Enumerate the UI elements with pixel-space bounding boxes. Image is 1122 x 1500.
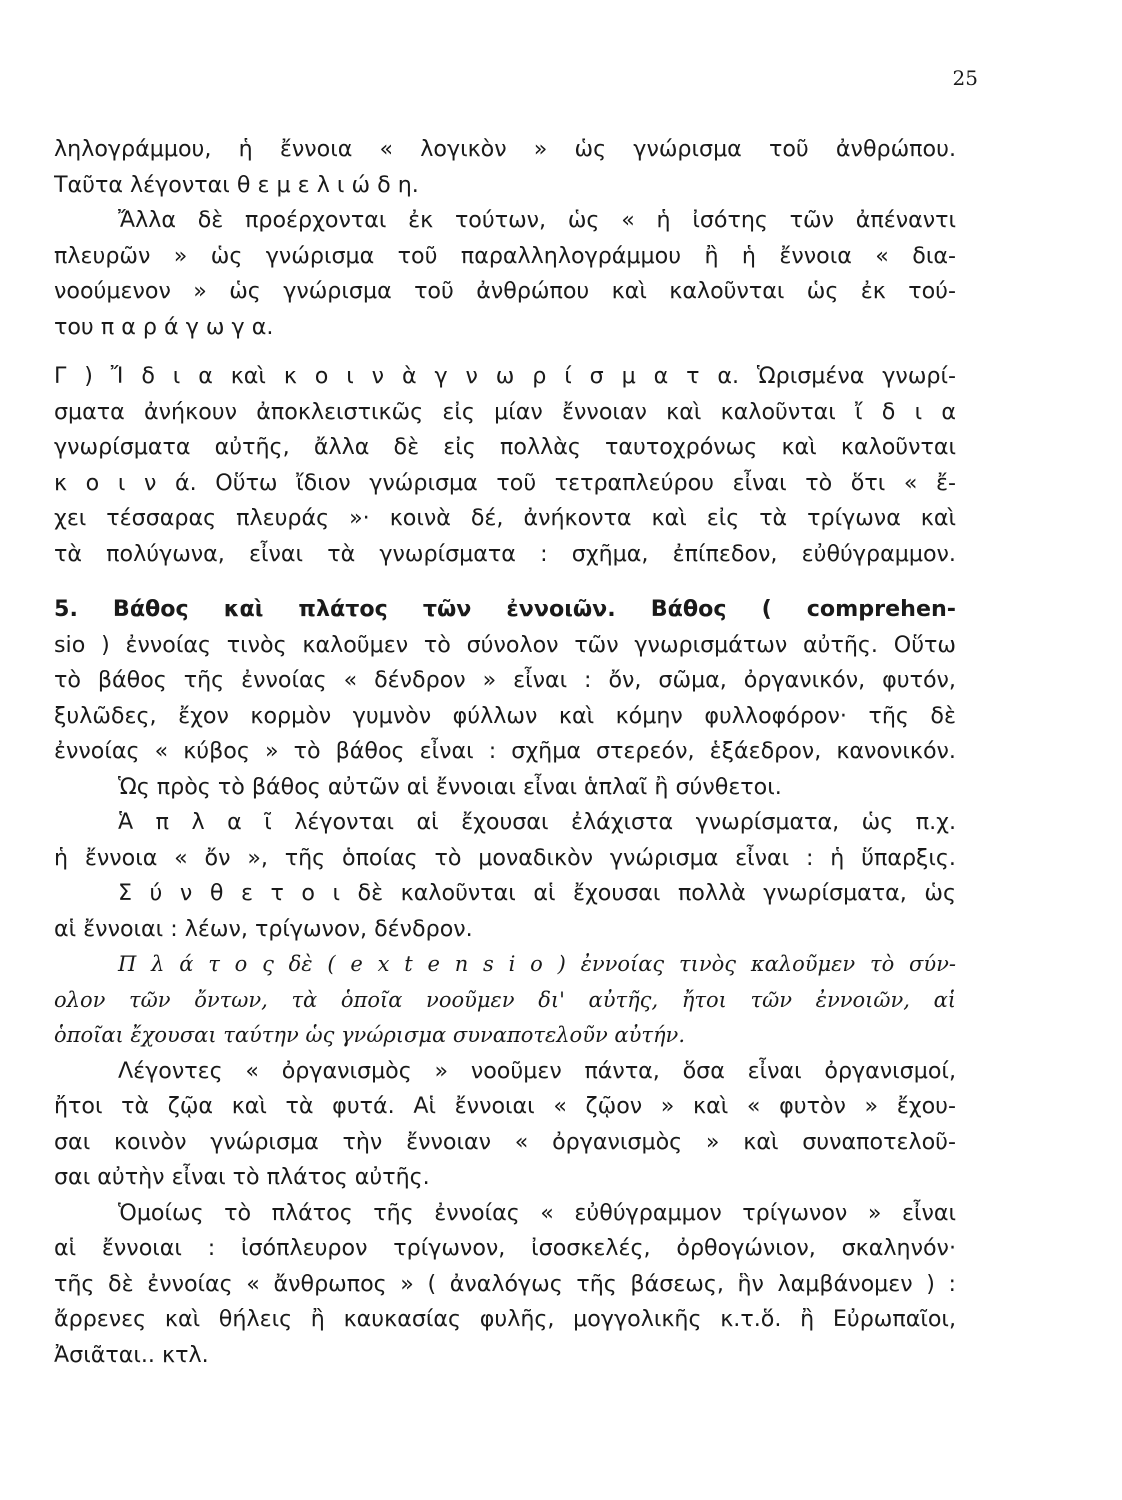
text-line: ἤτοι τὰ ζῷα καὶ τὰ φυτά. Αἱ ἔννοιαι « ζῷον » καὶ « φυτὸν » ἔχου- (54, 1093, 956, 1119)
text-line: ἄρρενες καὶ θήλεις ἢ καυκασίας φυλῆς, μογγολικῆς κ.τ.ὅ. ἢ Εὐρωπαῖοι, (54, 1306, 956, 1332)
text-line: ἐννοίας « κύβος » τὸ βάθος εἶναι : σχῆμα στερεόν, ἑξάεδρον, κανονικόν. (54, 738, 956, 764)
text-line: Ταῦτα λέγονται θ ε μ ε λ ι ώ δ η. (54, 171, 419, 198)
text-line: Ἀσιᾶται.. κτλ. (54, 1341, 209, 1368)
text-line: τὸ βάθος τῆς ἐννοίας « δένδρον » εἶναι : ὄν, σῶμα, ὀργανικόν, φυτόν, (54, 667, 956, 693)
text-line: ληλογράμμου, ἡ ἔννοια « λογικὸν » ὡς γνώρισμα τοῦ ἀνθρώπου. (54, 136, 956, 162)
text-line: του π α ρ ά γ ω γ α. (54, 313, 274, 340)
text-line: Σ ύ ν θ ε τ ο ι δὲ καλοῦνται αἱ ἔχουσαι πολλὰ γνωρίσματα, ὡς (118, 880, 956, 906)
text-line: sio ) ἐννοίας τινὸς καλοῦμεν τὸ σύνολον τῶν γνωρισμάτων αὐτῆς. Οὕτω (54, 631, 956, 658)
text-line: Ἁ π λ α ῖ λέγονται αἱ ἔχουσαι ἐλάχιστα γνωρίσματα, ὡς π.χ. (118, 809, 956, 835)
text-line: σαι αὐτὴν εἶναι τὸ πλάτος αὐτῆς. (54, 1164, 430, 1190)
text-line: Π λ ά τ ο ς δὲ ( e x t e n s i o ) ἐννοίας τινὸς καλοῦμεν τὸ σύν- (118, 952, 956, 976)
text-line: ἡ ἔννοια « ὄν », τῆς ὁποίας τὸ μοναδικὸν γνώρισμα εἶναι : ἡ ὕπαρξις. (54, 844, 956, 871)
text-line: ξυλῶδες, ἔχον κορμὸν γυμνὸν φύλλων καὶ κόμην φυλλοφόρον· τῆς δὲ (54, 702, 956, 729)
text-line: τῆς δὲ ἐννοίας « ἄνθρωπος » ( ἀναλόγως τῆς βάσεως, ἣν λαμβάνομεν ) : (54, 1270, 956, 1297)
text-line: Ὁμοίως τὸ πλάτος τῆς ἐννοίας « εὐθύγραμμον τρίγωνον » εἶναι (118, 1199, 956, 1226)
text-line: αἱ ἔννοιαι : λέων, τρίγωνον, δένδρον. (54, 915, 473, 942)
text-line: αἱ ἔννοιαι : ἰσόπλευρον τρίγωνον, ἰσοσκελές, ὀρθογώνιον, σκαληνόν· (54, 1235, 956, 1261)
text-line: νοούμενον » ὡς γνώρισμα τοῦ ἀνθρώπου καὶ καλοῦνται ὡς ἐκ τού- (54, 278, 956, 304)
text-line: σματα ἀνήκουν ἀποκλειστικῶς εἰς μίαν ἔννοιαν καὶ καλοῦνται ἴ δ ι α (54, 398, 956, 425)
subsection-heading-line: Γ ) Ἴ δ ι α καὶ κ ο ι ν ὰ γ ν ω ρ ί σ μ α τ α. Ὡρισμένα γνωρί- (54, 363, 956, 389)
section-heading-line: 5. Βάθος καὶ πλάτος τῶν ἐννοιῶν. Βάθος ( comprehen- (54, 596, 956, 622)
text-line: γνωρίσματα αὐτῆς, ἄλλα δὲ εἰς πολλὰς ταυτοχρόνως καὶ καλοῦνται (54, 434, 956, 460)
text-line: τὰ πολύγωνα, εἶναι τὰ γνωρίσματα : σχῆμα, ἐπίπεδον, εὐθύγραμμον. (54, 540, 956, 567)
text-line: χει τέσσαρας πλευράς »· κοινὰ δέ, ἀνήκοντα καὶ εἰς τὰ τρίγωνα καὶ (54, 505, 956, 531)
page-number: 25 (952, 66, 978, 90)
text-line: ολον τῶν ὄντων, τὰ ὁποῖα νοοῦμεν δι' αὐτῆς, ἤτοι τῶν ἐννοιῶν, αἱ (54, 987, 956, 1012)
text-line: ὁποῖαι ἔχουσαι ταύτην ὡς γνώρισμα συναποτελοῦν αὐτήν. (54, 1023, 685, 1047)
text-line: Ὡς πρὸς τὸ βάθος αὐτῶν αἱ ἔννοιαι εἶναι ἁπλαῖ ἢ σύνθετοι. (118, 773, 782, 800)
text-line: κ ο ι ν ά. Οὕτω ἴδιον γνώρισμα τοῦ τετραπλεύρου εἶναι τὸ ὅτι « ἔ- (54, 469, 956, 496)
text-line: πλευρῶν » ὡς γνώρισμα τοῦ παραλληλογράμμου ἢ ἡ ἔννοια « δια- (54, 242, 956, 269)
text-line: Ἄλλα δὲ προέρχονται ἐκ τούτων, ὡς « ἡ ἰσότης τῶν ἀπέναντι (118, 207, 956, 233)
text-line: σαι κοινὸν γνώρισμα τὴν ἔννοιαν « ὀργανισμὸς » καὶ συναποτελοῦ- (54, 1128, 956, 1155)
text-line: Λέγοντες « ὀργανισμὸς » νοοῦμεν πάντα, ὅσα εἶναι ὀργανισμοί, (118, 1057, 956, 1084)
body-text (54, 132, 956, 1373)
